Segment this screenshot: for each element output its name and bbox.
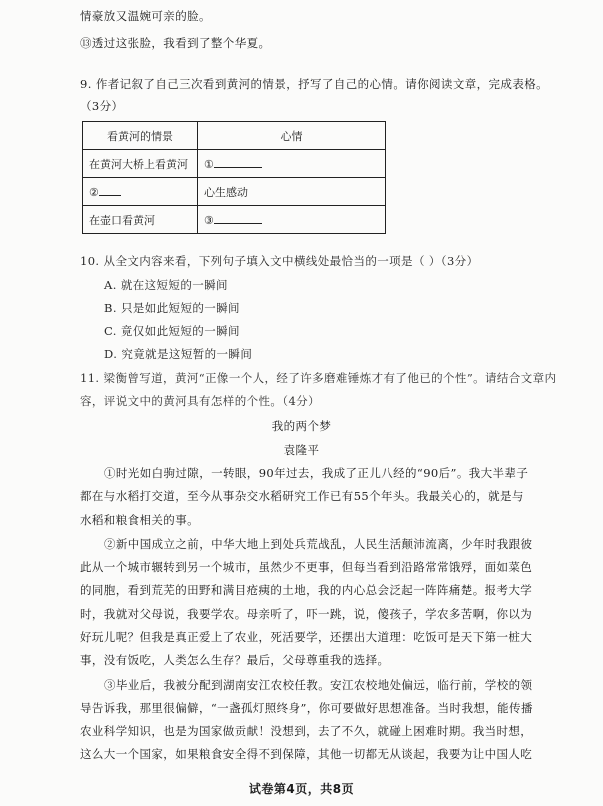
article-line: 农业科学知识，也是为国家做贡献！没想到，去了不久，就碰上困难时期。我当时想，: [80, 724, 533, 738]
article-line: 此从一个城市辗转到另一个城市，虽然少不更事，但每当看到沿路常常饿殍，面如菜色: [80, 560, 533, 574]
table-cell-blank: [198, 206, 386, 234]
q10-option-c: C. 竟仅如此短短的一瞬间: [104, 324, 240, 338]
article-line: 水稻和粮食相关的事。: [80, 513, 199, 527]
table-cell: 在黄河大桥上看黄河: [83, 150, 198, 178]
q11-line-2: 容，评说文中的黄河具有怎样的个性。（4分）: [80, 394, 320, 408]
q10-option-b: B. 只是如此短短的一瞬间: [104, 301, 240, 315]
q9-table: [82, 121, 386, 234]
article-line: 都在与水稻打交道，至今从事杂交水稻研究工作已有55个年头。我最关心的，就是与: [80, 489, 524, 503]
table-row: [83, 206, 386, 234]
blank-label: ③: [204, 213, 214, 227]
article-line: 的同胞，看到荒芜的田野和满目疮痍的土地，我的内心总会泛起一阵阵痛楚。报考大学: [80, 583, 533, 597]
answer-blank[interactable]: [214, 157, 262, 168]
q11-line-1: 11. 梁衡曾写道，黄河“正像一个人，经了许多磨难锤炼才有了他已的个性”。请结合文章内: [80, 371, 557, 385]
article-line: ③毕业后，我被分配到湖南安江农校任教。安江农校地处偏远，临行前，学校的领: [104, 678, 533, 692]
intro-line-1: 情豪放又温婉可亲的脸。: [80, 9, 211, 23]
answer-blank[interactable]: [99, 185, 121, 196]
q9-stem: 9. 作者记叙了自己三次看到黄河的情景，抒写了自己的心情。请你阅读文章，完成表格。: [80, 77, 549, 91]
table-header-mood: 心情: [198, 122, 386, 150]
article-line: 事，没有饭吃，人类怎么生存？最后，父母尊重我的选择。: [80, 653, 390, 667]
q9-score: （3分）: [80, 99, 124, 113]
q10-stem: 10. 从全文内容来看，下列句子填入文中横线处最恰当的一项是（ ）（3分）: [80, 254, 479, 268]
answer-blank[interactable]: [214, 213, 262, 224]
table-row: [83, 178, 386, 206]
intro-line-2: ⑬透过这张脸，我看到了整个华夏。: [80, 36, 271, 50]
table-row: [83, 150, 386, 178]
article-title: 我的两个梦: [271, 419, 332, 433]
blank-label: ②: [89, 185, 99, 199]
table-cell: 在壶口看黄河: [83, 206, 198, 234]
q10-option-d: D. 究竟就是这短暂的一瞬间: [104, 347, 253, 361]
table-header-row: [83, 122, 386, 150]
blank-label: ①: [204, 157, 214, 171]
article-line: 导告诉我，那里很偏僻，“一盏孤灯照终身”，你可要做好思想准备。当时我想，能传播: [80, 701, 533, 715]
article-line: 这么大一个国家，如果粮食安全得不到保障，其他一切都无从谈起，我要为让中国人吃: [80, 747, 533, 761]
article-line: ②新中国成立之前，中华大地上到处兵荒战乱，人民生活颠沛流离，少年时我跟彼: [104, 537, 533, 551]
table-cell-blank: [198, 150, 386, 178]
table-cell: 心生感动: [198, 178, 386, 206]
q10-option-a: A. 就在这短短的一瞬间: [104, 278, 228, 292]
table-header-scene: 看黄河的情景: [83, 122, 198, 150]
page-footer: 试卷第4页，共8页: [248, 782, 355, 796]
table-cell-blank: [83, 178, 198, 206]
article-line: 好玩儿呢？但我是真正爱上了农业，死活要学，还摆出大道理：吃饭可是天下第一桩大: [80, 630, 533, 644]
article-line: 时，我就对父母说，我要学农。母亲听了，吓一跳，说，傻孩子，学农多苦啊，你以为: [80, 607, 533, 621]
article-author: 袁隆平: [283, 443, 320, 457]
article-line: ①时光如白驹过隙，一转眼，90年过去，我成了正儿八经的“90后”。我大半辈子: [104, 466, 529, 480]
